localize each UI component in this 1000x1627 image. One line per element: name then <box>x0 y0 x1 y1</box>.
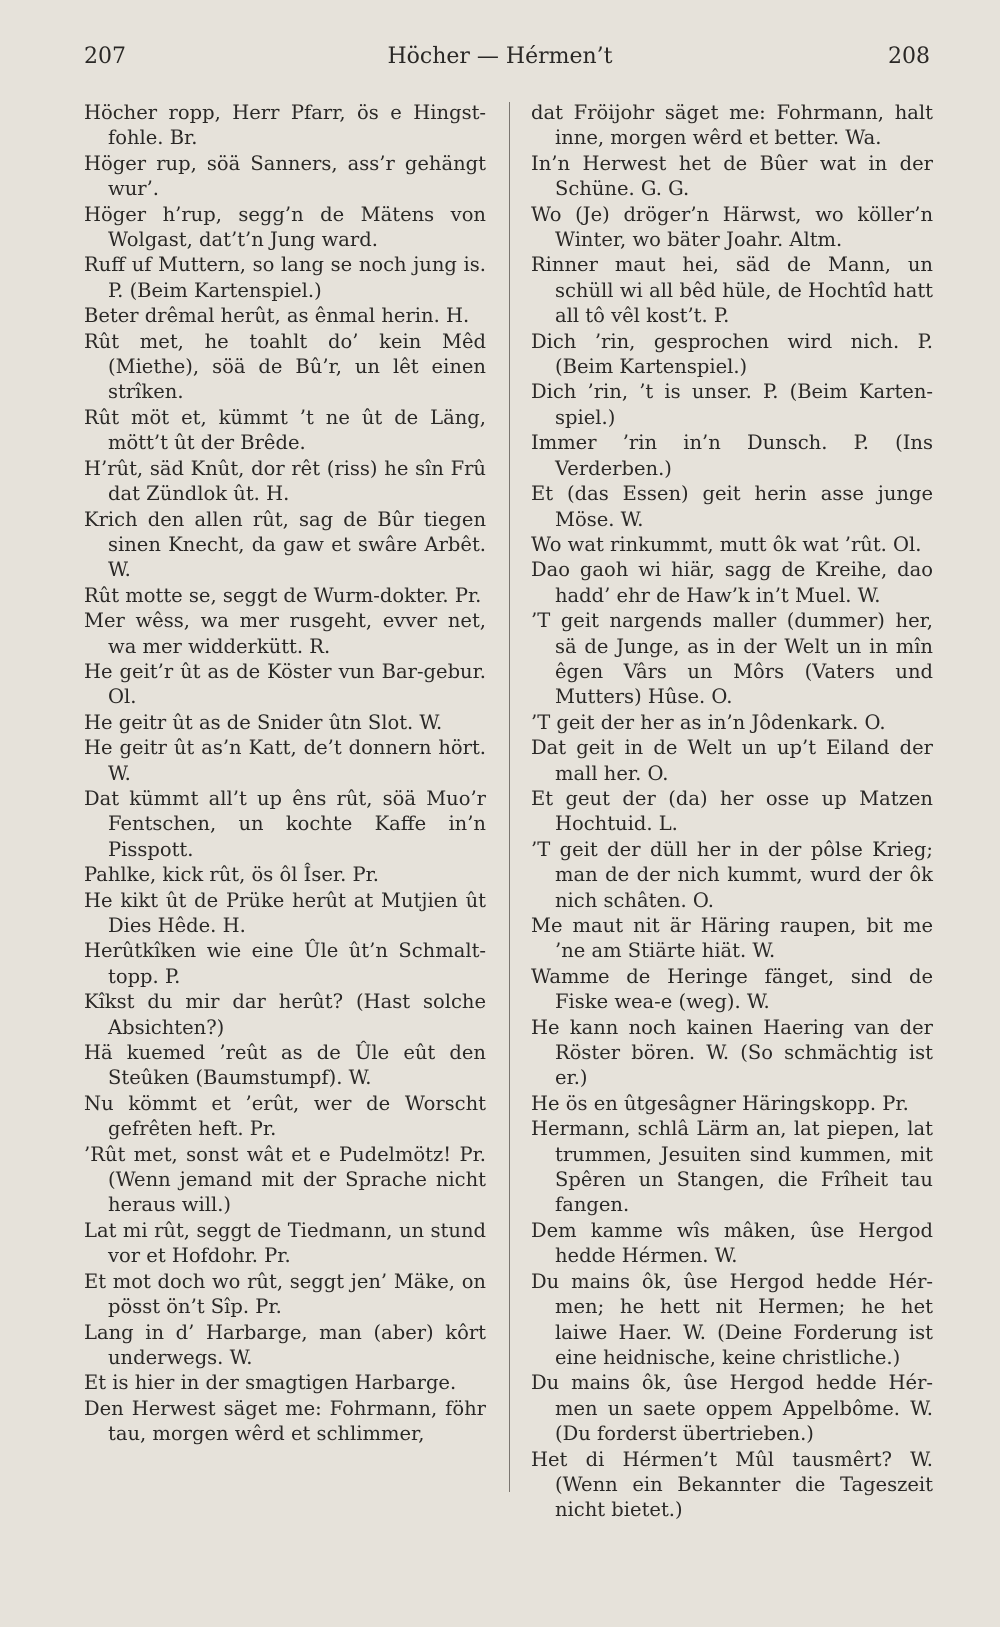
proverb-entry: Hermann, schlâ Lärm an, lat piepen, lat trummen, Jesuiten sind kummen, mit Spêren un Stangen, die Frîheit tau fangen. <box>531 1117 933 1217</box>
proverb-entry: ’T geit der her as in’n Jôdenkark. O. <box>531 710 886 734</box>
proverb-entry: Beter drêmal herût, as ênmal herin. H. <box>84 304 470 328</box>
left-column <box>84 100 486 1447</box>
proverb-entry: Lat mi rût, seggt de Tiedmann, un stund vor et Hofdohr. Pr. <box>84 1218 486 1268</box>
page-number-right: 208 <box>888 44 930 69</box>
proverb-entry: Rinner maut hei, säd de Mann, un schüll wi all bêd hüle, de Hochtîd hatt all tô vêl kost’t. P. <box>531 253 933 328</box>
proverb-entry: Rût möt et, kümmt ’t ne ût de Läng, mött’t ût der Brêde. <box>84 405 486 455</box>
proverb-entry: He kikt ût de Prüke herût at Mutjien ût Dies Hêde. H. <box>84 888 486 937</box>
proverb-entry: Lang in d’ Harbarge, man (aber) kôrt underwegs. W. <box>84 1320 486 1369</box>
proverb-entry: Rût motte se, seggt de Wurm-dokter. Pr. <box>84 583 482 607</box>
proverb-entry: Immer ’rin in’n Dunsch. P. (Ins Verderben.) <box>531 431 933 480</box>
proverb-entry: Höger h’rup, segg’n de Mätens von Wolgast, dat’t’n Jung ward. <box>84 202 486 252</box>
proverb-entry: Dat kümmt all’t up êns rût, söä Muo’r Fentschen, un kochte Kaffe in’n Pisspott. <box>84 786 486 861</box>
proverb-entry: Wamme de Heringe fänget, sind de Fiske wea-e (weg). W. <box>531 964 933 1014</box>
proverb-entry: Höcher ropp, Herr Pfarr, ös e Hingst-fohle. Br. <box>84 101 486 150</box>
proverb-entry: ’T geit nargends maller (dummer) her, sä de Junge, as in der Welt un in mîn êgen Vârs un Môrs (Vaters und Mutters) Hûse. O. <box>531 609 933 709</box>
proverb-entry: Du mains ôk, ûse Hergod hedde Hér-men; he hett nit Hermen; he het laiwe Haer. W. (Deine Forderung ist eine heidnische, keine christliche.) <box>531 1269 933 1369</box>
proverb-entry: He geit’r ût as de Köster vun Bar-gebur. Ol. <box>84 659 486 709</box>
proverb-entry: Et (das Essen) geit herin asse junge Möse. W. <box>531 482 933 531</box>
proverb-entry: He geitr ût as de Snider ûtn Slot. W. <box>84 710 443 734</box>
proverb-entry: ’Rût met, sonst wât et e Pudelmötz! Pr. (Wenn jemand mit der Sprache nicht heraus will.) <box>84 1142 486 1217</box>
proverb-entry: Dao gaoh wi hiär, sagg de Kreihe, dao hadd’ ehr de Haw’k in’t Muel. W. <box>531 558 933 607</box>
proverb-entry: He geitr ût as’n Katt, de’t donnern hört. W. <box>84 736 486 785</box>
proverb-entry: Höger rup, söä Sanners, ass’r gehängt wur’. <box>84 151 486 201</box>
proverb-entry: Wo (Je) dröger’n Härwst, wo köller’n Winter, wo bäter Joahr. Altm. <box>531 202 933 252</box>
proverb-entry: Hä kuemed ’reût as de Ûle eût den Steûken (Baumstumpf). W. <box>84 1041 486 1090</box>
proverb-entry: Wo wat rinkummt, mutt ôk wat ’rût. Ol. <box>531 532 922 556</box>
proverb-entry: Dem kamme wîs mâken, ûse Hergod hedde Hérmen. W. <box>531 1218 933 1268</box>
proverb-entry: H’rût, säd Knût, dor rêt (riss) he sîn Frû dat Zündlok ût. H. <box>84 456 486 506</box>
proverb-entry: Kîkst du mir dar herût? (Hast solche Absichten?) <box>84 990 486 1039</box>
proverb-entry: Et mot doch wo rût, seggt jen’ Mäke, on pösst ön’t Sîp. Pr. <box>84 1269 486 1319</box>
right-column <box>531 100 933 1523</box>
proverb-entry: He ös en ûtgesâgner Häringskopp. Pr. <box>531 1091 909 1115</box>
proverb-entry: Dat geit in de Welt un up’t Eiland der mall her. O. <box>531 736 933 785</box>
proverb-entry: Dich ’rin, ’t is unser. P. (Beim Karten-spiel.) <box>531 380 933 429</box>
proverb-entry: Herûtkîken wie eine Ûle ût’n Schmalt-topp. P. <box>84 939 486 988</box>
proverb-entry: Rût met, he toahlt do’ kein Mêd (Miethe), söä de Bû’r, un lêt einen strîken. <box>84 329 486 404</box>
proverb-entry: Du mains ôk, ûse Hergod hedde Hér-men un saete oppem Appelbôme. W. (Du forderst übertrieben.) <box>531 1371 933 1446</box>
proverb-entry: Me maut nit är Häring raupen, bit me ’ne am Stiärte hiät. W. <box>531 914 933 963</box>
proverb-entry: Den Herwest säget me: Fohrmann, föhr tau, morgen wêrd et schlimmer, <box>84 1396 486 1446</box>
proverb-entry: In’n Herwest het de Bûer wat in der Schüne. G. G. <box>531 151 933 201</box>
column-divider <box>509 102 510 1492</box>
running-title: Höcher — Hérmen’t <box>387 44 613 69</box>
page-header <box>0 44 1000 78</box>
proverb-entry: dat Fröijohr säget me: Fohrmann, halt inne, morgen wêrd et better. Wa. <box>531 101 933 150</box>
proverb-entry: Et is hier in der smagtigen Harbarge. <box>84 1371 457 1395</box>
proverb-entry: Krich den allen rût, sag de Bûr tiegen sinen Knecht, da gaw et swâre Arbêt. W. <box>84 507 486 582</box>
proverb-entry: Mer wêss, wa mer rusgeht, evver net, wa mer widderkütt. R. <box>84 609 486 658</box>
proverb-entry: Het di Hérmen’t Mûl tausmêrt? W. (Wenn ein Bekannter die Tageszeit nicht bietet.) <box>531 1447 933 1522</box>
proverb-entry: Nu kömmt et ’erût, wer de Worscht gefrêten heft. Pr. <box>84 1091 486 1141</box>
proverb-entry: Ruff uf Muttern, so lang se noch jung is. P. (Beim Kartenspiel.) <box>84 253 486 302</box>
proverb-entry: ’T geit der düll her in der pôlse Krieg; man de der nich kummt, wurd der ôk nich schâten. O. <box>531 837 933 912</box>
proverb-entry: Dich ’rin, gesprochen wird nich. P. (Beim Kartenspiel.) <box>531 329 933 379</box>
proverb-entry: Et geut der (da) her osse up Matzen Hochtuid. L. <box>531 786 933 836</box>
page-number-left: 207 <box>84 44 126 69</box>
proverb-entry: He kann noch kainen Haering van der Röster bören. W. (So schmächtig ist er.) <box>531 1015 933 1090</box>
proverb-entry: Pahlke, kick rût, ös ôl Îser. Pr. <box>84 863 379 887</box>
